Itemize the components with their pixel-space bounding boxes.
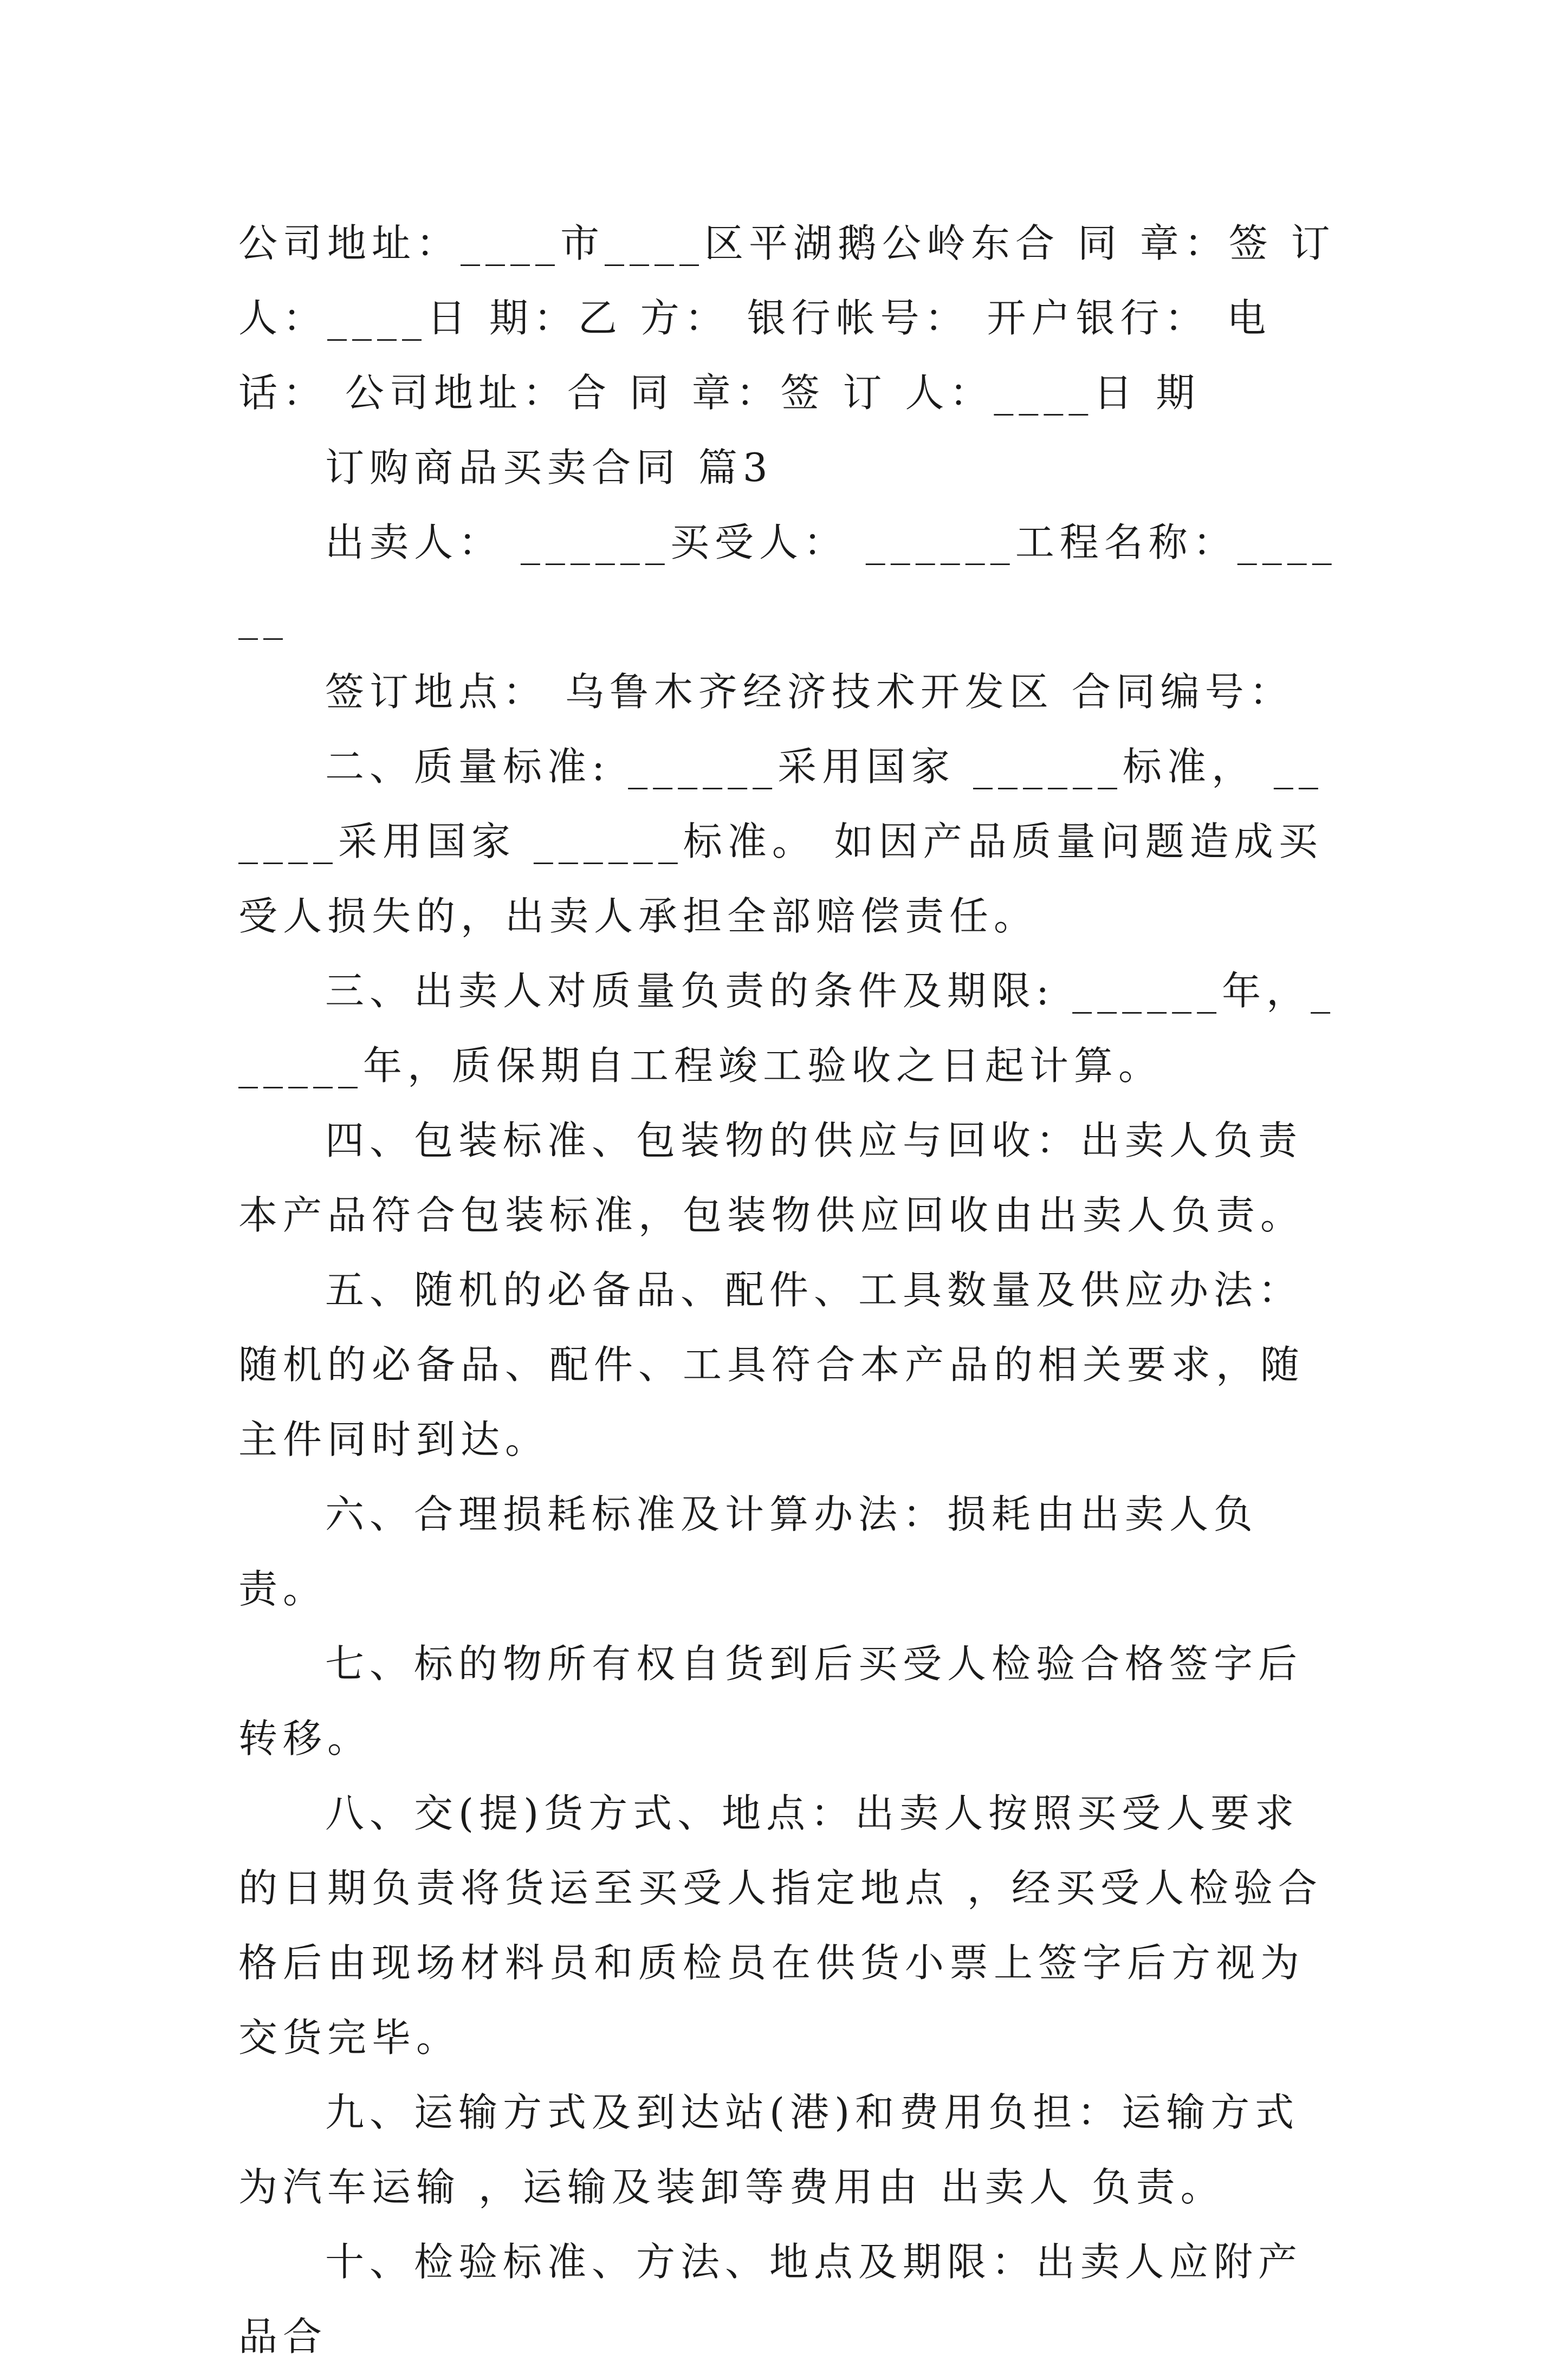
paragraph-clause-8: 八、交(提)货方式、地点：出卖人按照买受人要求的日期负责将货运至买受人指定地点 ，经买受人检验合格后由现场材料员和质检员在供货小票上签字后方视为交货完毕。 [238,1791,1323,2060]
paragraph-clause-2: 二、质量标准: ______采用国家 ______标准， ______采用国家 ______标准。 如因产品质量问题造成买受人损失的，出卖人承担全部赔偿责任。 [238,744,1324,939]
paragraph-party-info: 公司地址：____市____区平湖鹅公岭东合 同 章：签 订 人：____日 期：乙 方： 银行帐号： 开户银行： 电 话： 公司地址：合 同 章：签 订 人：____日 期 [238,220,1336,416]
document-body [238,206,1338,2374]
paragraph-clause-7: 七、标的物所有权自货到后买受人检验合格签字后转移。 [238,1641,1303,1761]
paragraph-clause-5: 五、随机的必备品、配件、工具数量及供应办法：随机的必备品、配件、工具符合本产品的相关要求，随主件同时到达。 [238,1267,1305,1462]
paragraph-clause-10: 十、检验标准、方法、地点及期限：出卖人应附产品合 [238,2239,1303,2359]
paragraph-section-title: 订购商品买卖合同 篇3 [325,445,773,490]
paragraph-parties: 出卖人： ______买受人： ______工程名称：______ [238,520,1337,640]
paragraph-clause-4: 四、包装标准、包装物的供应与回收：出卖人负责本产品符合包装标准，包装物供应回收由出卖人负责。 [238,1118,1305,1238]
paragraph-clause-6: 六、合理损耗标准及计算办法：损耗由出卖人负责。 [238,1491,1259,1612]
paragraph-clause-3: 三、出卖人对质量负责的条件及期限: ______年，______年，质保期自工程竣工验收之日起计算。 [238,968,1336,1088]
paragraph-signing-place: 签订地点： 乌鲁木齐经济技术开发区 合同编号： [325,669,1294,715]
paragraph-clause-9: 九、运输方式及到达站(港)和费用负担：运输方式为汽车运输 ，运输及装卸等费用由 出卖人 负责。 [238,2090,1300,2210]
